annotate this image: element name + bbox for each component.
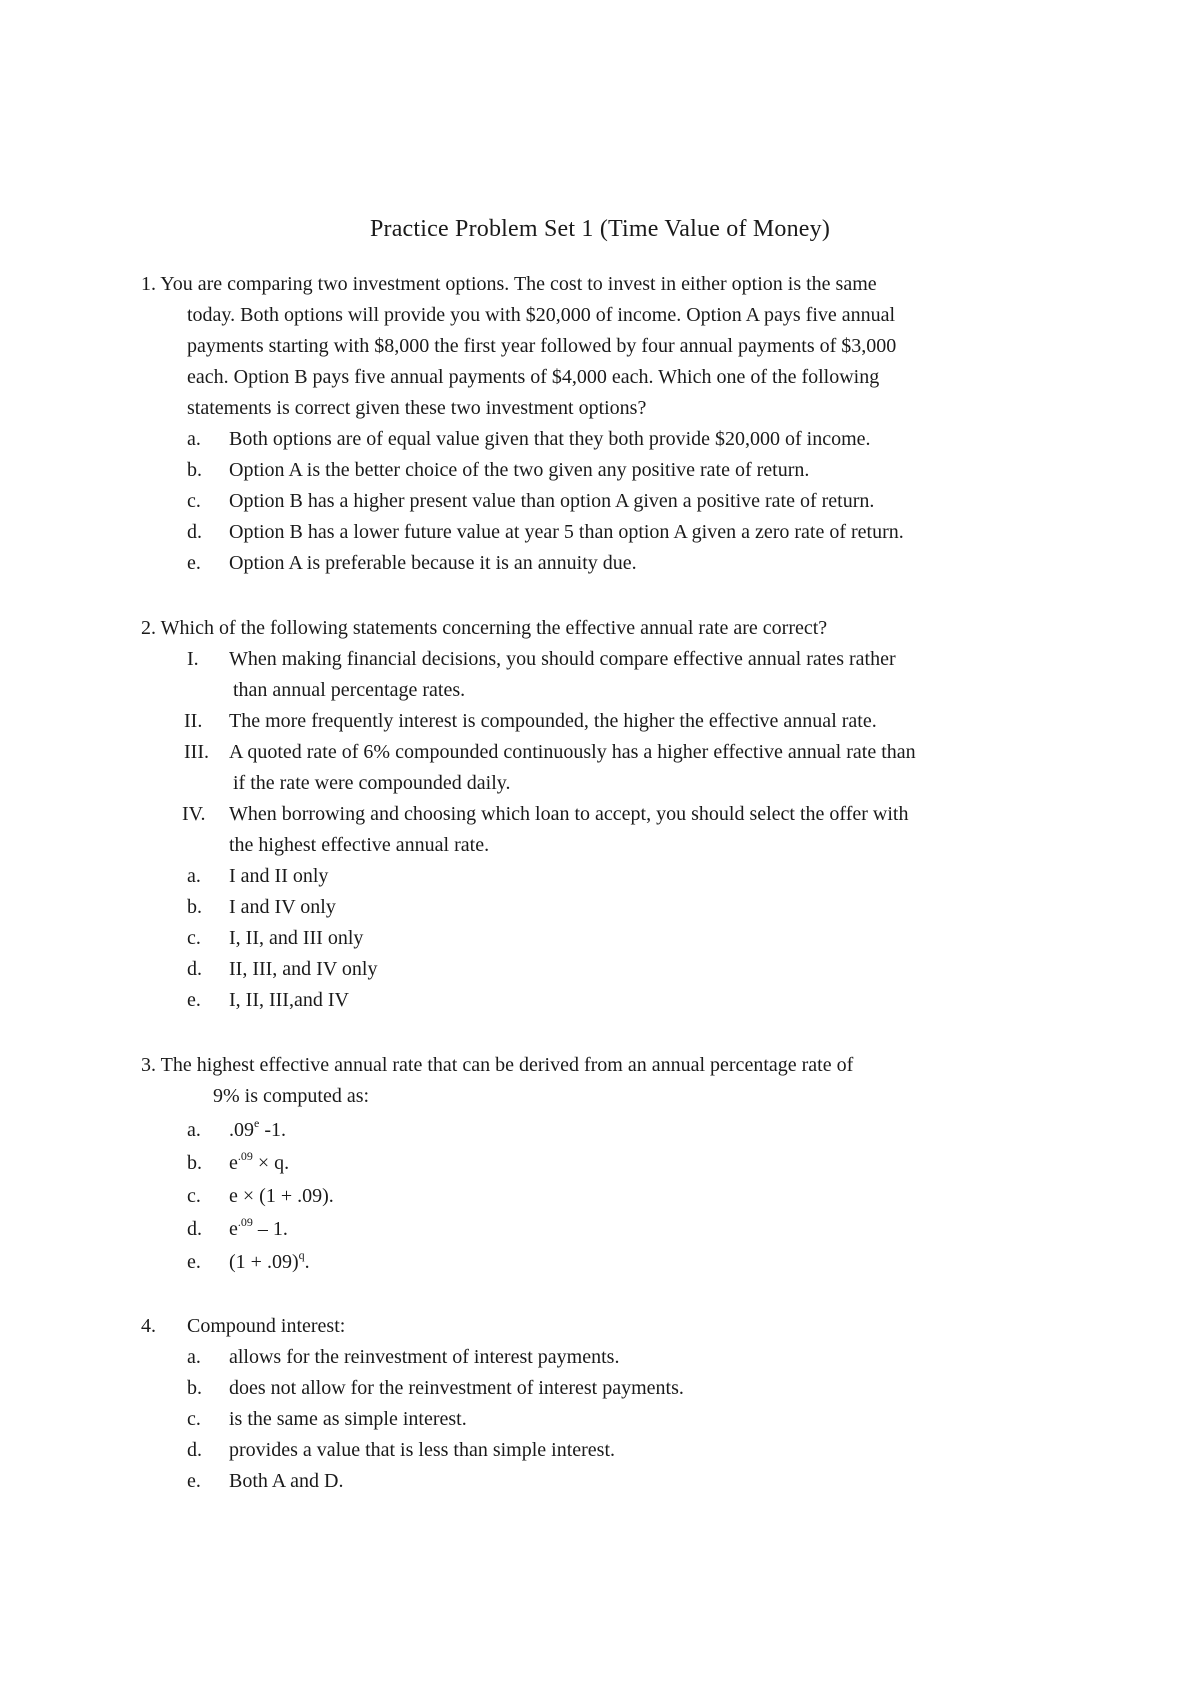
question-3-stem: 3. The highest effective annual rate that can be derived from an annual percentage rate of: [141, 1054, 854, 1076]
question-1-stem-line: statements is correct given these two investment options?: [187, 397, 647, 419]
statement-label: I.: [187, 648, 199, 670]
statement-label: III.: [184, 741, 209, 763]
question-3-stem-cont: 9% is computed as:: [213, 1085, 370, 1107]
choice-label: c.: [187, 927, 201, 949]
choice-label: e.: [187, 1251, 201, 1273]
choice-text: II, III, and IV only: [229, 958, 378, 980]
choice-label: d.: [187, 958, 202, 980]
formula-choice: e × (1 + .09).: [229, 1185, 334, 1207]
formula-choice: $e^{.09} - 1$.: [229, 1215, 288, 1240]
page-title: Practice Problem Set 1 (Time Value of Money): [369, 216, 831, 242]
choice-label: a.: [187, 428, 201, 450]
choice-label: a.: [187, 865, 201, 887]
statement-text: When borrowing and choosing which loan to accept, you should select the offer with: [229, 803, 909, 825]
choice-label: d.: [187, 521, 202, 543]
choice-text: Option A is preferable because it is an annuity due.: [229, 552, 637, 574]
question-2-stem: 2. Which of the following statements concerning the effective annual rate are correct?: [141, 617, 828, 639]
choice-label: e.: [187, 552, 201, 574]
choice-label: b.: [187, 1152, 202, 1174]
choice-label: c.: [187, 490, 201, 512]
statement-text-cont: if the rate were compounded daily.: [233, 772, 511, 794]
choice-text: I and II only: [229, 865, 329, 887]
statement-label: II.: [184, 710, 203, 732]
choice-label: a.: [187, 1346, 201, 1368]
choice-text: provides a value that is less than simple interest.: [229, 1439, 616, 1461]
choice-text: does not allow for the reinvestment of interest payments.: [229, 1377, 684, 1399]
choice-label: a.: [187, 1119, 201, 1141]
choice-label: b.: [187, 459, 202, 481]
choice-text: allows for the reinvestment of interest payments.: [229, 1346, 620, 1368]
choice-label: c.: [187, 1408, 201, 1430]
choice-label: e.: [187, 989, 201, 1011]
choice-text: I, II, and III only: [229, 927, 364, 949]
statement-text: When making financial decisions, you should compare effective annual rates rather: [229, 648, 896, 670]
choice-label: e.: [187, 1470, 201, 1492]
choice-label: b.: [187, 896, 202, 918]
statement-text: The more frequently interest is compounded, the higher the effective annual rate.: [229, 710, 877, 732]
choice-text: I, II, III,and IV: [229, 989, 349, 1011]
choice-text: is the same as simple interest.: [229, 1408, 467, 1430]
choice-text: Option A is the better choice of the two given any positive rate of return.: [229, 459, 810, 481]
choice-text: Option B has a lower future value at year 5 than option A given a zero rate of return.: [229, 521, 904, 543]
question-1-stem-line: payments starting with $8,000 the first year followed by four annual payments of $3,000: [187, 335, 897, 357]
formula-choice: .09e -1.: [229, 1116, 286, 1141]
choice-text: Option B has a higher present value than option A given a positive rate of return.: [229, 490, 875, 512]
formula-choice: $(1 + .09)^q$.: [229, 1248, 310, 1273]
statement-label: IV.: [182, 803, 206, 825]
question-1-stem-line: 1. You are comparing two investment options. The cost to invest in either option is the same: [141, 273, 877, 295]
choice-text: I and IV only: [229, 896, 336, 918]
choice-label: c.: [187, 1185, 201, 1207]
statement-text-cont: than annual percentage rates.: [233, 679, 466, 701]
choice-label: d.: [187, 1218, 202, 1240]
statement-text-cont: the highest effective annual rate.: [229, 834, 490, 856]
question-1-stem-line: today. Both options will provide you with $20,000 of income. Option A pays five annual: [187, 304, 896, 326]
choice-label: b.: [187, 1377, 202, 1399]
formula-choice: $e^{.09} \times q$.: [229, 1149, 290, 1174]
choice-label: d.: [187, 1439, 202, 1461]
question-4-number: 4.: [141, 1315, 156, 1337]
choice-text: Both options are of equal value given that they both provide $20,000 of income.: [229, 428, 871, 450]
choice-text: Both A and D.: [229, 1470, 344, 1492]
question-1-stem-line: each. Option B pays five annual payments of $4,000 each. Which one of the following: [187, 366, 880, 388]
question-4-stem: Compound interest:: [187, 1315, 346, 1337]
statement-text: A quoted rate of 6% compounded continuously has a higher effective annual rate than: [229, 741, 916, 763]
